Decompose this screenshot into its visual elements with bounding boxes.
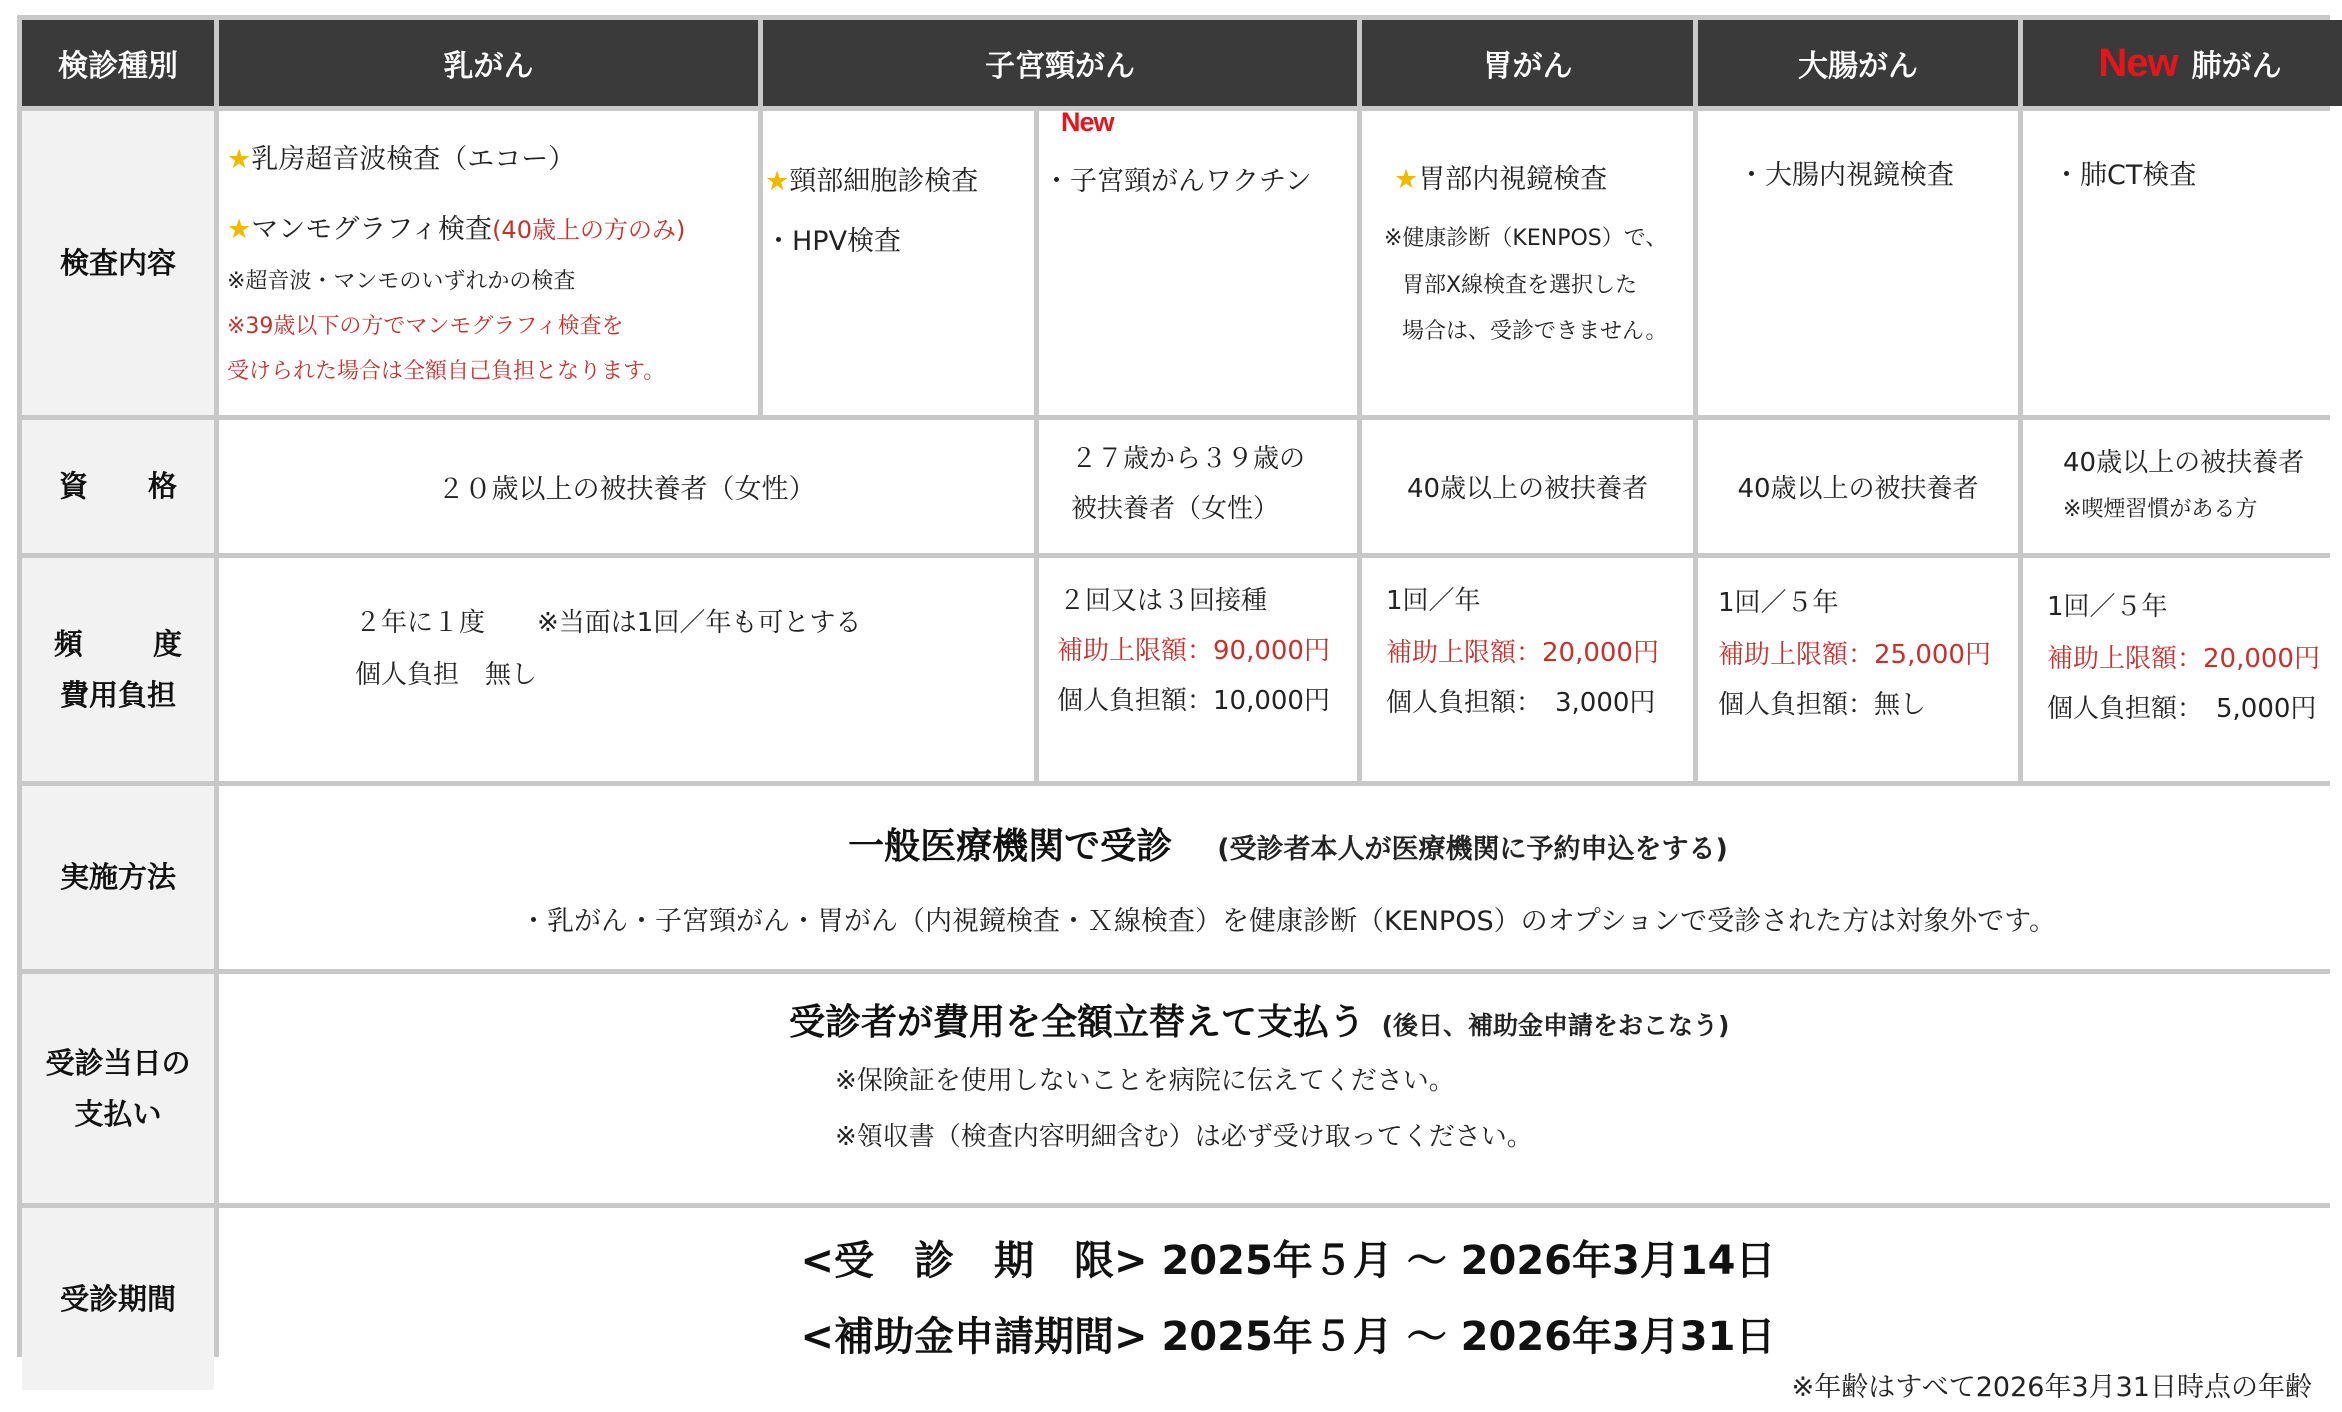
- eligibility-lung-line1: 40歳以上の被扶養者: [2063, 448, 2305, 478]
- label-method: 実施方法: [22, 786, 214, 969]
- frequency-stomach: [1362, 558, 1693, 781]
- age-footnote: ※年齢はすべて2026年3月31日時点の年齢: [1791, 1372, 2312, 1403]
- cervical-cytology-text: 頸部細胞診検査: [789, 166, 979, 197]
- header-stomach-cancer: 胃がん: [1362, 20, 1693, 106]
- header-cervical-cancer: 子宮頸がん: [763, 20, 1357, 106]
- label-frequency-char2: 度: [153, 626, 183, 661]
- eligibility-stomach-text: 40歳以上の被扶養者: [1406, 474, 1649, 504]
- label-frequency-char1: 頻: [53, 626, 83, 661]
- stomach-note-3: 場合は、受診できません。: [1402, 319, 1668, 344]
- content-breast: [219, 111, 758, 415]
- label-payment-line2: 支払い: [74, 1096, 162, 1131]
- frequency-colon-line3: 個人負担額：無し: [1718, 690, 1927, 720]
- breast-exam-ultrasound: [227, 137, 575, 176]
- frequency-vaccine-line3: 個人負担額：10,000円: [1057, 686, 1330, 716]
- eligibility-stomach: [1362, 420, 1693, 553]
- payment-note-receipt: ※領収書（検査内容明細含む）は必ず受け取ってください。: [835, 1122, 1533, 1152]
- label-eligibility-char2: 格: [148, 469, 178, 504]
- stomach-note-1: ※健康診断（KENPOS）で、: [1384, 226, 1668, 251]
- content-cervical: [763, 111, 1034, 415]
- breast-note-under39: ※39歳以下の方でマンモグラフィ検査を: [227, 314, 624, 339]
- breast-ultrasound-text: 乳房超音波検査（エコー）: [251, 144, 576, 175]
- frequency-lung-line3: 個人負担額： 5,000円: [2047, 694, 2317, 724]
- payment-title-line: [789, 994, 1729, 1045]
- frequency-vaccine-line2: 補助上限額：90,000円: [1057, 636, 1330, 666]
- frequency-colon: [1698, 558, 2018, 781]
- label-exam-content: 検査内容: [22, 111, 214, 415]
- eligibility-vaccine: [1039, 420, 1357, 553]
- period-application-deadline: <補助金申請期間> 2025年５月 ～ 2026年3月31日: [800, 1314, 1776, 1360]
- method-title-note: (受診者本人が医療機関に予約申込をする): [1217, 833, 1728, 865]
- frequency-stomach-line2: 補助上限額：20,000円: [1386, 638, 1659, 668]
- cervical-cytology: [765, 159, 978, 198]
- header-lung-label: 肺がん: [2191, 49, 2282, 84]
- method-title-line: [848, 818, 1728, 869]
- eligibility-breast-cervical: [219, 420, 1034, 553]
- frequency-breast-cervical: [219, 558, 1034, 781]
- new-badge: New: [1061, 107, 1114, 137]
- star-icon: ★: [765, 166, 790, 197]
- method-cell: [219, 786, 2342, 969]
- payment-cell: [219, 974, 2342, 1203]
- content-stomach: [1362, 111, 1693, 415]
- payment-title-note: (後日、補助金申請をおこなう): [1381, 1011, 1730, 1040]
- label-payment: [22, 974, 214, 1203]
- lung-ct: ・肺CT検査: [2053, 160, 2197, 191]
- star-icon: ★: [227, 144, 252, 175]
- header-lung-cancer: [2023, 20, 2342, 106]
- method-exclusion-note: ・乳がん・子宮頸がん・胃がん（内視鏡検査・Ｘ線検査）を健康診断（KENPOS）のオプションで受診された方は対象外です。: [519, 905, 2057, 937]
- breast-mammo-age-note: (40歳上の方のみ): [492, 216, 686, 244]
- label-eligibility: [22, 420, 214, 553]
- breast-note-either: ※超音波・マンモのいずれかの検査: [227, 269, 576, 294]
- period-exam-deadline: <受 診 期 限> 2025年５月 ～ 2026年3月14日: [800, 1238, 1776, 1284]
- content-cervical-vaccine: [1039, 107, 1357, 415]
- label-frequency-cost: [22, 558, 214, 781]
- frequency-lung-line2: 補助上限額：20,000円: [2047, 644, 2320, 674]
- eligibility-vaccine-line1: ２７歳から３９歳の: [1071, 444, 1306, 474]
- frequency-breast-line2: 個人負担 無し: [355, 660, 538, 690]
- frequency-lung: [2023, 558, 2342, 781]
- stomach-endoscopy: [1394, 157, 1607, 196]
- period-cell: [219, 1208, 2342, 1390]
- stomach-note-2: 胃部X線検査を選択した: [1402, 273, 1638, 298]
- eligibility-vaccine-line2: 被扶養者（女性）: [1071, 494, 1280, 524]
- eligibility-lung: [2023, 420, 2342, 553]
- header-breast-cancer: 乳がん: [219, 20, 758, 106]
- payment-title: 受診者が費用を全額立替えて支払う: [789, 1002, 1366, 1043]
- payment-note-insurance: ※保険証を使用しないことを病院に伝えてください。: [835, 1066, 1455, 1096]
- eligibility-colon-text: 40歳以上の被扶養者: [1737, 474, 1979, 504]
- header-screening-type: 検診種別: [22, 20, 214, 106]
- method-title: 一般医療機関で受診: [848, 825, 1173, 867]
- frequency-stomach-line3: 個人負担額： 3,000円: [1386, 688, 1656, 718]
- label-payment-line1: 受診当日の: [45, 1045, 191, 1080]
- breast-note-selfpay: 受けられた場合は全額自己負担となります。: [227, 359, 666, 384]
- eligibility-lung-line2: ※喫煙習慣がある方: [2063, 497, 2258, 522]
- cervical-hpv: ・HPV検査: [765, 226, 902, 257]
- eligibility-women-20: ２０歳以上の被扶養者（女性）: [437, 474, 816, 505]
- label-period: 受診期間: [22, 1208, 214, 1390]
- frequency-vaccine: [1039, 558, 1357, 781]
- breast-exam-mammography: [227, 207, 685, 246]
- frequency-stomach-line1: 1回／年: [1386, 586, 1481, 616]
- breast-mammo-text: マンモグラフィ検査: [251, 214, 493, 245]
- header-colon-cancer: 大腸がん: [1698, 20, 2018, 106]
- label-eligibility-char1: 資: [58, 469, 88, 504]
- cervical-vaccine: ・子宮頸がんワクチン: [1043, 166, 1312, 197]
- stomach-endoscopy-text: 胃部内視鏡検査: [1418, 164, 1608, 195]
- star-icon: ★: [227, 214, 252, 245]
- eligibility-colon: [1698, 420, 2018, 553]
- frequency-vaccine-line1: ２回又は３回接種: [1059, 586, 1268, 616]
- frequency-breast-line1: ２年に１度 ※当面は1回／年も可とする: [355, 608, 862, 638]
- new-badge: New: [2098, 40, 2178, 85]
- star-icon: ★: [1394, 164, 1419, 195]
- frequency-colon-line2: 補助上限額：25,000円: [1718, 640, 1991, 670]
- screening-table: [17, 15, 2330, 1360]
- frequency-colon-line1: 1回／５年: [1718, 588, 1839, 618]
- content-lung: [2023, 111, 2342, 415]
- colon-endoscopy: ・大腸内視鏡検査: [1738, 160, 1954, 191]
- label-cost-burden: 費用負担: [59, 677, 176, 712]
- frequency-lung-line1: 1回／５年: [2047, 592, 2168, 622]
- content-colon: [1698, 111, 2018, 415]
